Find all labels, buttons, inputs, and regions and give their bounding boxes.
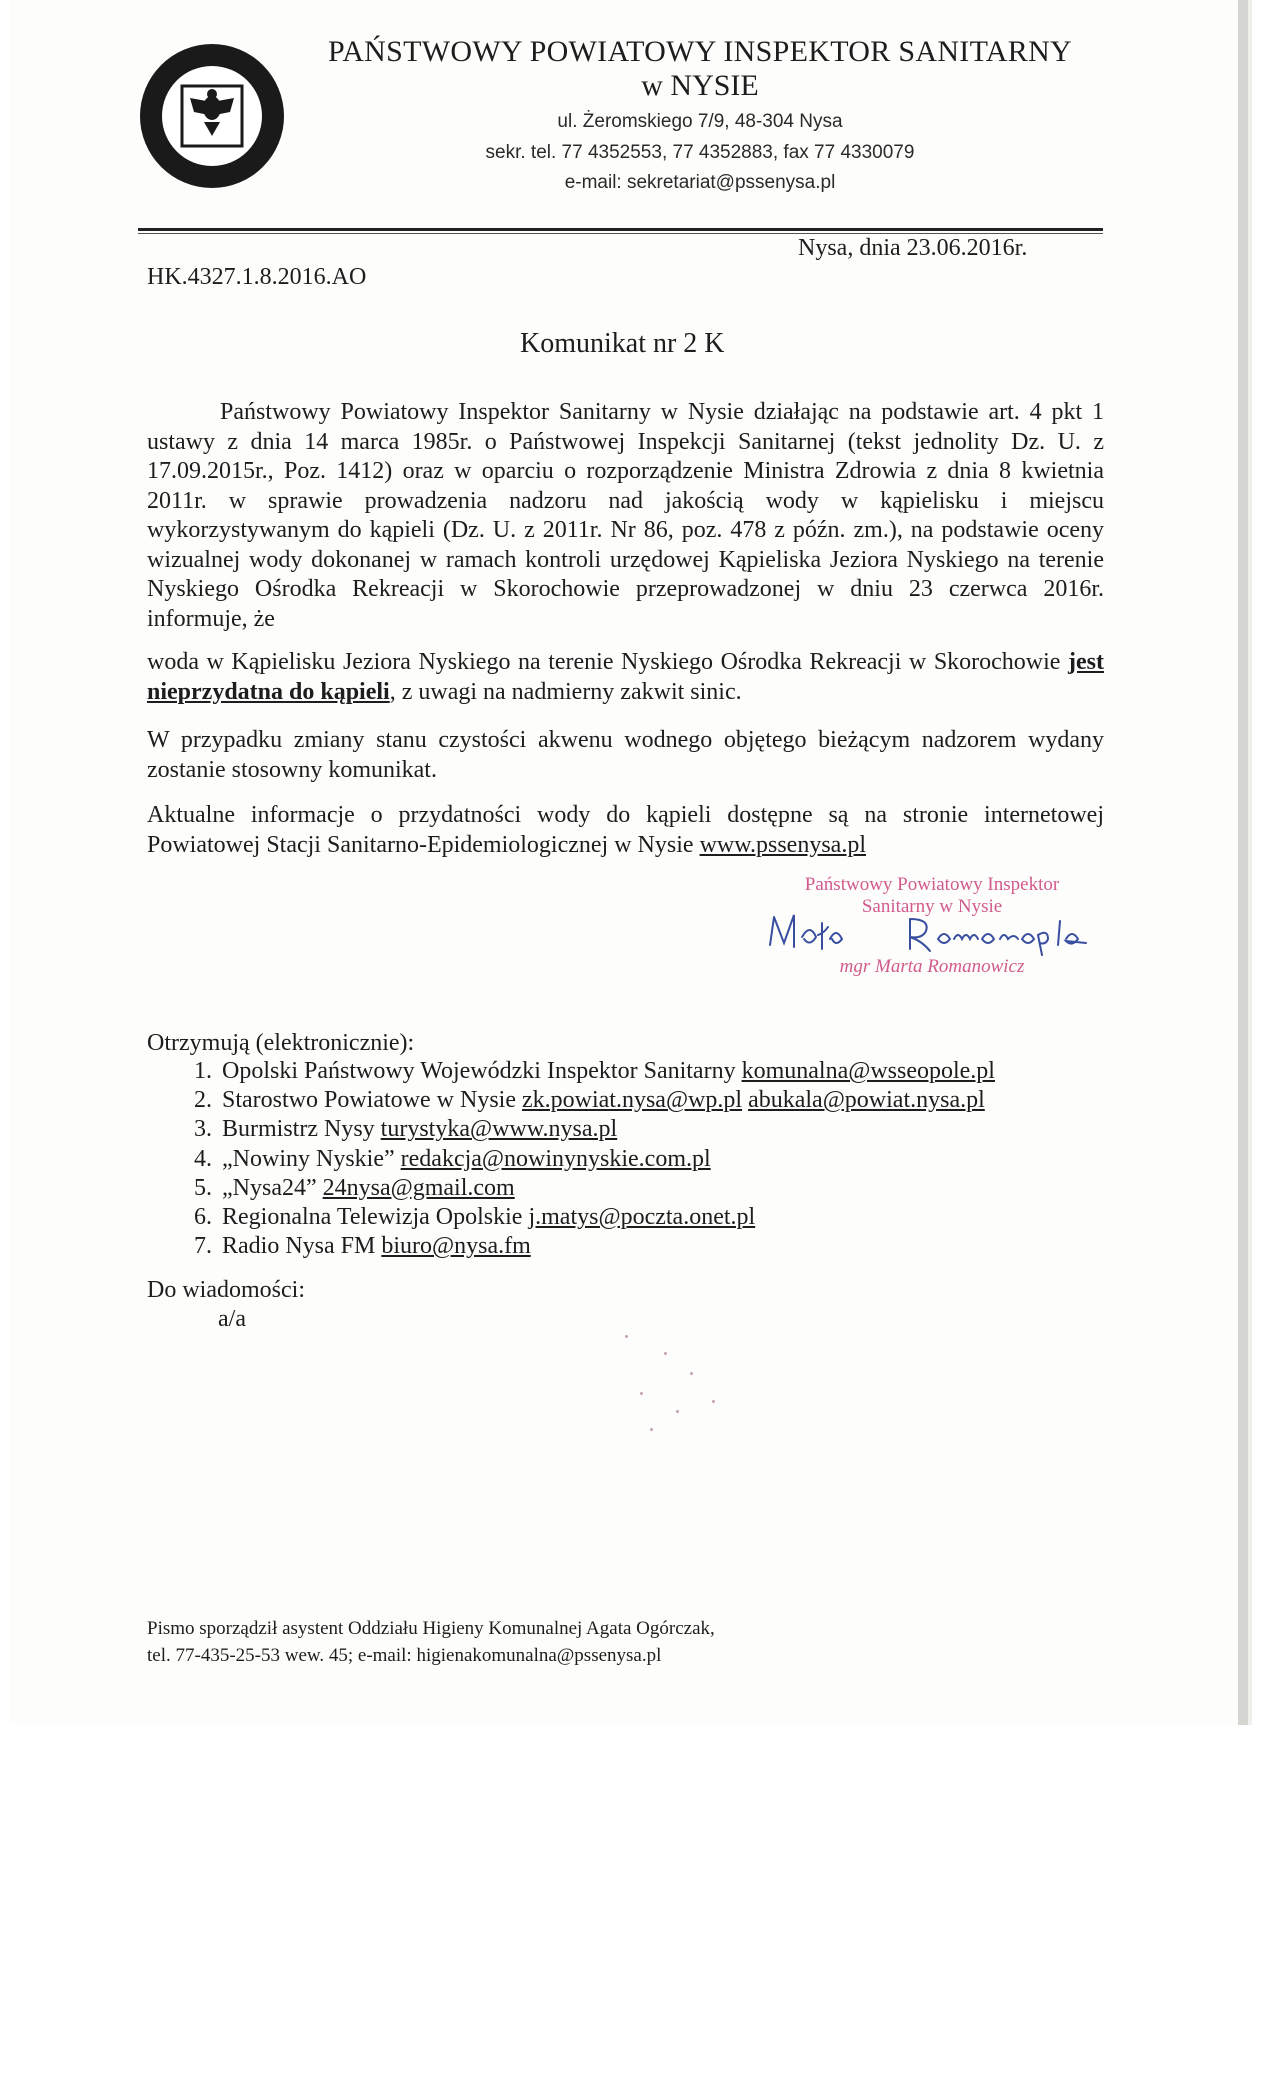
- recipient-email-link[interactable]: zk.powiat.nysa@wp.pl: [521, 1087, 743, 1114]
- cc-label: Do wiadomości:: [147, 1277, 305, 1303]
- recipient-item: [147, 1057, 1127, 1086]
- recipient-email-link[interactable]: komunalna@wsseopole.pl: [741, 1058, 995, 1084]
- issuer-email: e-mail: sekretariat@pssenysa.pl: [564, 172, 836, 193]
- recipient-number: 3.: [194, 1116, 212, 1143]
- verdict-text-start: woda w Kąpielisku Jeziora Nyskiego na terenie Nyskiego Ośrodka Rekreacji w Skorochowie: [147, 649, 1061, 675]
- recipient-number: 2.: [194, 1087, 212, 1114]
- website-link[interactable]: www.pssenysa.pl: [699, 831, 866, 858]
- reference-number: HK.4327.1.8.2016.AO: [147, 264, 367, 290]
- prepared-by-line: Pismo sporządził asystent Oddziału Higieny Komunalnej Agata Ogórczak,: [147, 1618, 715, 1639]
- ink-speck: [690, 1372, 693, 1375]
- recipient-item: [147, 1203, 1127, 1232]
- issuer-name: PAŃSTWOWY POWIATOWY INSPEKTOR SANITARNY: [327, 35, 1073, 68]
- recipient-number: 6.: [194, 1204, 212, 1231]
- recipient-email-link[interactable]: abukala@powiat.nysa.pl: [748, 1087, 985, 1114]
- ink-speck: [640, 1392, 643, 1395]
- change-notice-paragraph: W przypadku zmiany stanu czystości akwenu wodnego objętego bieżącym nadzorem wydany zostanie stosowny komunikat.: [147, 727, 1104, 783]
- recipient-name: „Nysa24”: [222, 1174, 317, 1201]
- issuer-city: w NYSIE: [641, 69, 759, 102]
- recipient-item: [147, 1174, 1127, 1203]
- header-divider: [138, 228, 1103, 231]
- recipient-email-link[interactable]: j.matys@poczta.onet.pl: [528, 1204, 756, 1231]
- verdict-paragraph: [147, 648, 1104, 707]
- recipient-name: Regionalna Telewizja Opolskie: [222, 1204, 523, 1231]
- recipient-item: [147, 1145, 1127, 1174]
- verdict-text-end: , z uwagi na nadmierny zakwit sinic.: [389, 678, 742, 705]
- issuer-address: ul. Żeromskiego 7/9, 48-304 Nysa: [557, 111, 843, 132]
- info-text: Aktualne informacje o przydatności wody do kąpieli dostępne są na stronie internetowej Powiatowej Stacji Sanitarno-Epidemiologicznej w Nysie: [147, 802, 1104, 858]
- ink-speck: [625, 1335, 628, 1338]
- page-edge-shadow: [1238, 0, 1248, 1725]
- recipient-item: [147, 1115, 1127, 1144]
- recipient-email-link[interactable]: redakcja@nowinynyskie.com.pl: [400, 1145, 711, 1172]
- document-date: Nysa, dnia 23.06.2016r.: [798, 235, 1028, 261]
- info-paragraph: [147, 801, 1104, 860]
- ink-speck: [664, 1352, 667, 1355]
- prepared-by-note: [147, 1615, 847, 1669]
- recipients-label: Otrzymują (elektronicznie):: [147, 1030, 415, 1056]
- header-divider-thin: [138, 233, 1103, 234]
- recipient-name: Opolski Państwowy Wojewódzki Inspektor Sanitarny: [222, 1058, 736, 1084]
- recipient-item: [147, 1086, 1127, 1115]
- stamp-line-2: Sanitarny w Nysie: [861, 896, 1003, 917]
- document-page: [10, 0, 1238, 1725]
- recipient-name: Radio Nysa FM: [222, 1233, 376, 1260]
- sanitary-inspection-seal-logo: [138, 42, 286, 190]
- signatory-name: mgr Marta Romanowicz: [839, 956, 1025, 977]
- verdict-emphasis: jest nieprzydatna do kąpieli: [147, 649, 1105, 705]
- recipient-name: „Nowiny Nyskie”: [222, 1145, 395, 1172]
- recipient-number: 4.: [194, 1145, 212, 1172]
- recipient-name: Burmistrz Nysy: [222, 1116, 375, 1143]
- issuer-phones: sekr. tel. 77 4352553, 77 4352883, fax 77 4330079: [485, 142, 915, 163]
- intro-paragraph: Państwowy Powiatowy Inspektor Sanitarny w Nysie działając na podstawie art. 4 pkt 1 ustawy z dnia 14 marca 1985r. o Państwowej Inspekcji Sanitarnej (tekst jednolity Dz. U. z 17.09.2015r., Poz. 1412) oraz w oparciu o rozporządzenie Ministra Zdrowia z dnia 8 kwietnia 2011r. w sprawie prowadzenia nadzoru nad jakością wody w kąpielisku i miejscu wykorzystywanym do kąpieli (Dz. U. z 2011r. Nr 86, poz. 478 z późn. zm.), na podstawie oceny wizualnej wody dokonanej w ramach kontroli urzędowej Kąpieliska Jeziora Nyskiego na terenie Nyskiego Ośrodka Rekreacji w Skorochowie przeprowadzonej w dniu 23 czerwca 2016r. informuje, że: [147, 399, 1104, 632]
- recipient-email-link[interactable]: turystyka@www.nysa.pl: [380, 1116, 618, 1143]
- recipient-name: Starostwo Powiatowe w Nysie: [222, 1087, 516, 1114]
- ink-speck: [676, 1410, 679, 1413]
- recipients-list: [147, 1057, 1127, 1261]
- page-edge-highlight: [1248, 0, 1252, 1725]
- recipient-item: [147, 1232, 1127, 1261]
- contact-line: tel. 77-435-25-53 wew. 45; e-mail: higienakomunalna@pssenysa.pl: [147, 1645, 662, 1666]
- document-title: Komunikat nr 2 K: [520, 328, 725, 359]
- ink-speck: [650, 1428, 653, 1431]
- cc-value: a/a: [218, 1306, 246, 1332]
- recipient-number: 7.: [194, 1233, 212, 1260]
- recipient-email-link[interactable]: 24nysa@gmail.com: [322, 1174, 515, 1201]
- ink-speck: [712, 1400, 715, 1403]
- stamp-line-1: Państwowy Powiatowy Inspektor: [804, 874, 1060, 895]
- recipient-email-link[interactable]: biuro@nysa.fm: [381, 1233, 531, 1260]
- recipient-number: 5.: [194, 1174, 212, 1201]
- recipient-number: 1.: [194, 1058, 212, 1084]
